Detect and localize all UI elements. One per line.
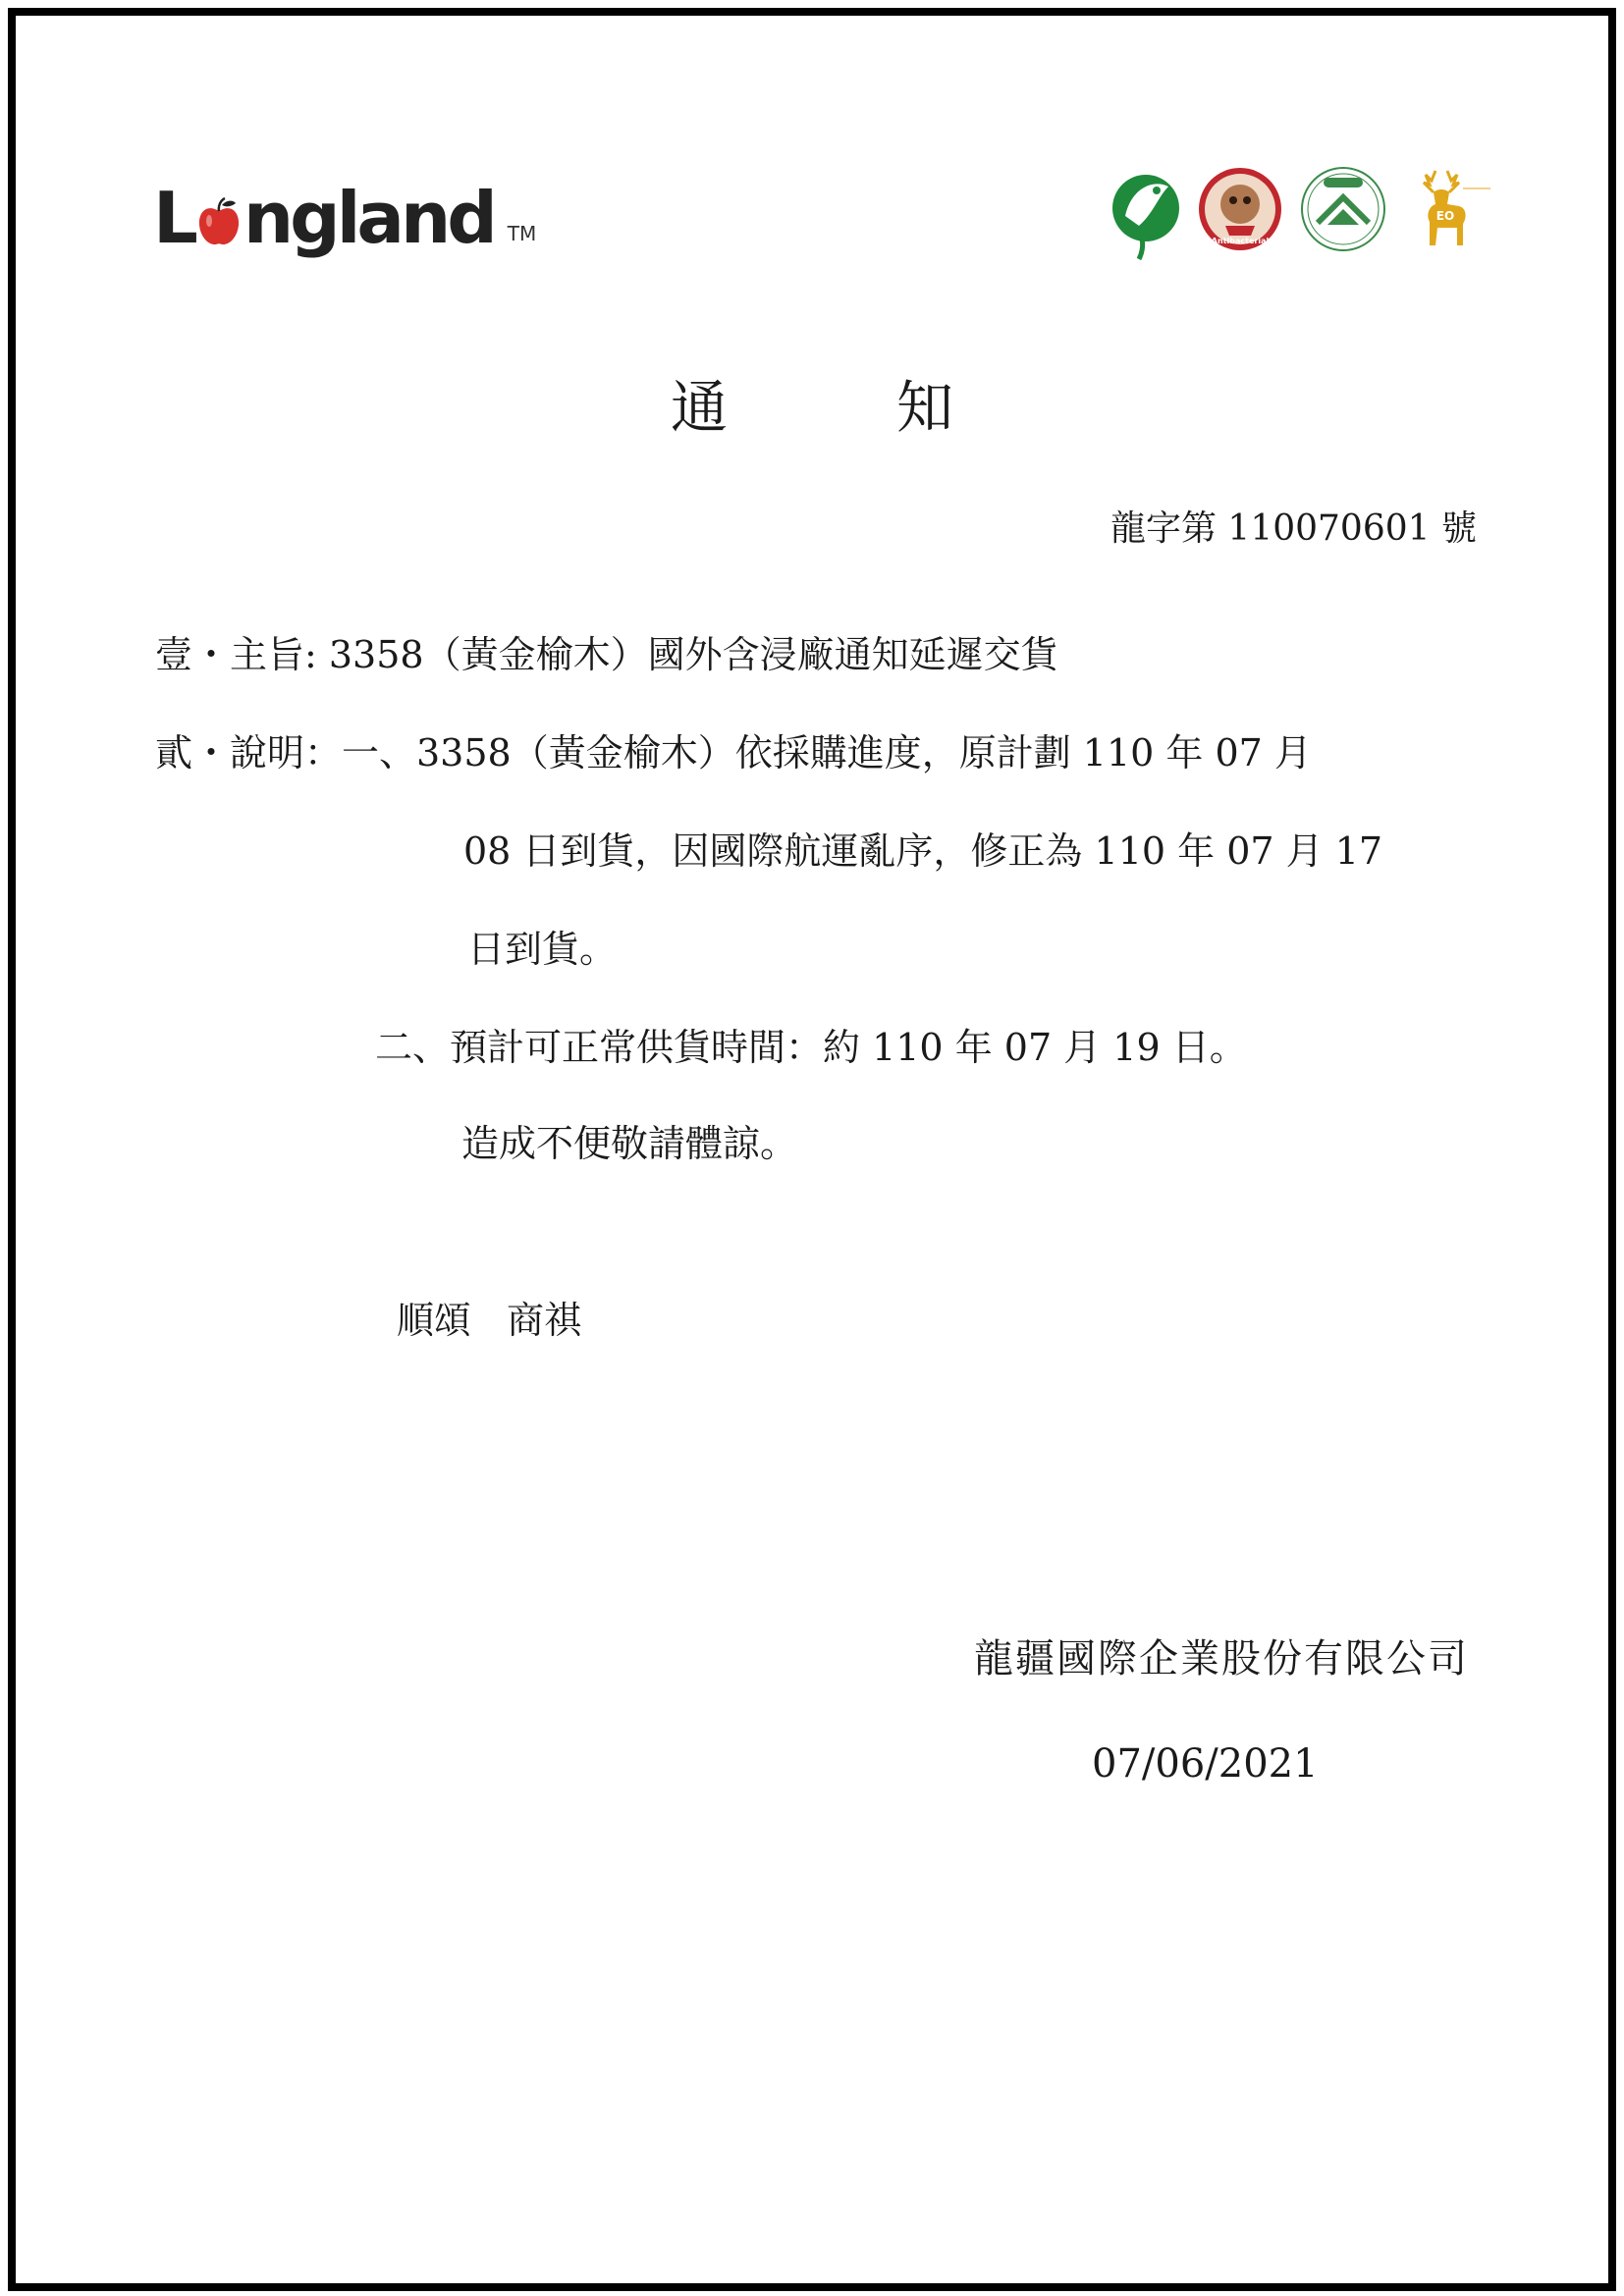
reference-number: 龍字第 110070601 號: [1110, 508, 1477, 549]
closing-greeting: [397, 1290, 581, 1344]
title-char-1: 通: [670, 374, 728, 441]
green-mark-icon: [1110, 157, 1182, 261]
longland-logo: [153, 165, 537, 259]
logo-letter-l: L: [153, 177, 194, 259]
notice-date: 07/06/2021: [1092, 1741, 1319, 1787]
apology-line: 造成不便敬請體諒。: [461, 1122, 798, 1165]
closing-word-2: 商祺: [507, 1299, 582, 1342]
deer-eo-icon: [1402, 167, 1492, 251]
svg-text:Antibacterial: Antibacterial: [1211, 237, 1270, 245]
explanation-line-2: 08 日到貨，因國際航運亂序，修正為 110 年 07 月 17: [463, 829, 1383, 873]
svg-text:EO: EO: [1435, 209, 1455, 223]
apple-icon: [196, 197, 242, 246]
company-name: 龍疆國際企業股份有限公司: [974, 1636, 1469, 1682]
notice-title: [0, 361, 1624, 444]
logo-letters: ngland: [243, 177, 494, 259]
logo-wordmark: [153, 177, 494, 259]
title-char-2: 知: [896, 374, 954, 441]
trademark-symbol: TM: [507, 222, 537, 245]
closing-word-1: 順頌: [397, 1299, 472, 1342]
explanation-line-4: 二、預計可正常供貨時間：約 110 年 07 月 19 日。: [375, 1026, 1247, 1069]
green-building-material-icon: [1298, 164, 1388, 254]
explanation-line-1: 貳・說明：一、3358（黃金榆木）依採購進度，原計劃 110 年 07 月: [155, 731, 1312, 774]
certification-badges: [1110, 157, 1492, 261]
page-border: [8, 8, 1616, 2291]
subject-line: 壹・主旨: 3358（黃金榆木）國外含浸廠通知延遲交貨: [155, 633, 1058, 676]
antibacterial-icon: [1196, 165, 1284, 253]
explanation-line-3: 日到貨。: [467, 928, 618, 971]
